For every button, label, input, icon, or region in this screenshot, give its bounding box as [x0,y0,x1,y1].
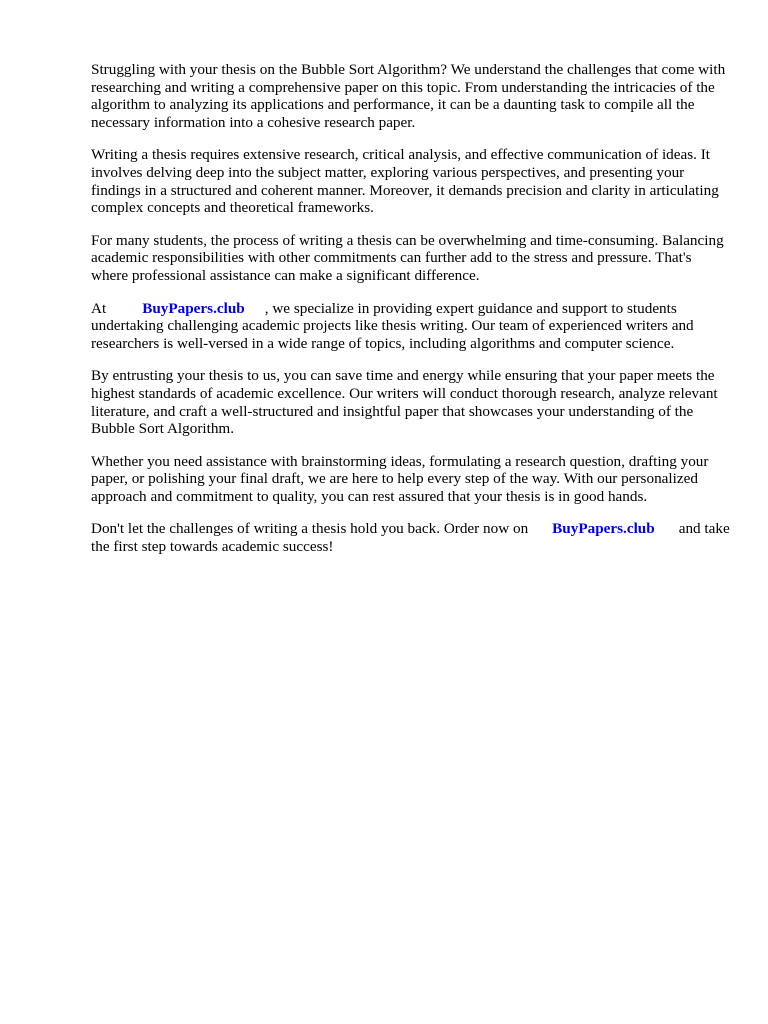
paragraph-entrusting: By entrusting your thesis to us, you can save time and energy while ensuring that your paper meets the highest standards of academic excellence. Our writers will conduct thorough research, analyze relevant literature, and craft a well-structured and insightful paper that showcases your understanding of the Bubble Sort Algorithm. [91,367,718,438]
paragraph-requirements: Writing a thesis requires extensive research, critical analysis, and effective communication of ideas. It involves delving deep into the subject matter, exploring various perspectives, and presenting your findings in a structured and coherent manner. Moreover, it demands precision and clarity in articulating complex concepts and theoretical frameworks. [91,146,719,217]
paragraph-assistance: Whether you need assistance with brainstorming ideas, formulating a research question, drafting your paper, or polishing your final draft, we are here to help every step of the way. With our personalized approach and commitment to quality, you can rest assured that your thesis is in good hands. [91,452,709,505]
paragraph-service [91,300,731,353]
paragraph-intro: Struggling with your thesis on the Bubble Sort Algorithm? We understand the challenges that come with researching and writing a comprehensive paper on this topic. From understanding the intricacies of the algorithm to analyzing its applications and performance, it can be a daunting task to compile all the necessary information into a cohesive research paper. [91,61,726,131]
buypapers-order-link[interactable]: BuyPapers.club [552,520,655,538]
paragraph-cta-rest: and take the first step towards academic success! [91,520,730,556]
document-body [91,61,731,571]
paragraph-service-lead: At [91,299,107,317]
paragraph-call-to-action [91,520,731,555]
paragraph-service-rest: , we specialize in providing expert guidance and support to students undertaking challenging academic projects like thesis writing. Our team of experienced writers and researchers is well-versed in a wide range of topics, including algorithms and computer science. [91,299,694,352]
buypapers-link[interactable]: BuyPapers.club [142,299,245,317]
paragraph-students: For many students, the process of writing a thesis can be overwhelming and time-consuming. Balancing academic responsibilities with other commitments can further add to the stress and pressure. That's where professional assistance can make a significant difference. [91,231,724,284]
paragraph-cta-lead: Don't let the challenges of writing a thesis hold you back. Order now on [91,520,529,538]
